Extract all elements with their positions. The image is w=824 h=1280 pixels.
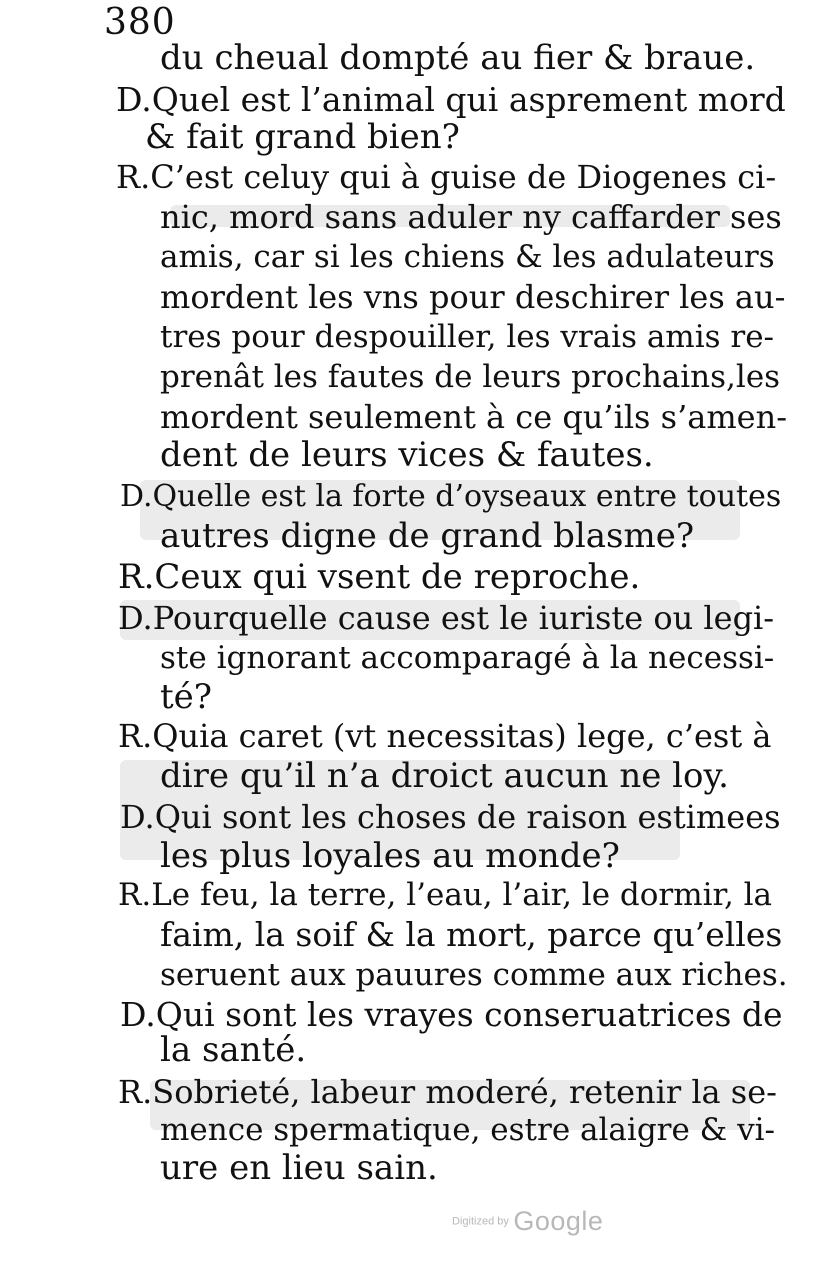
text-line: D.Qui sont les choses de raison estimees [120, 798, 781, 836]
text-line: mordent les vns pour deschirer les au- [160, 278, 786, 316]
text-line: R.Ceux qui vsent de reproche. [118, 557, 641, 597]
text-line: ure en lieu sain. [160, 1148, 438, 1188]
text-line: faim, la soif & la mort, parce qu’elles [160, 915, 783, 954]
google-logo: Google [513, 1206, 604, 1236]
text-line: mence spermatique, estre alaigre & vi- [160, 1112, 776, 1148]
watermark-prefix: Digitized by [452, 1215, 509, 1228]
text-line: D.Pourquelle cause est le iuriste ou legi- [118, 599, 775, 637]
text-line: la santé. [160, 1030, 307, 1070]
text-line: D.Quel est l’animal qui asprement mord [116, 80, 786, 119]
page-number: 380 [104, 2, 176, 43]
text-line: dent de leurs vices & fautes. [160, 435, 654, 475]
text-line: R.Quia caret (vt necessitas) lege, c’est à [118, 717, 772, 755]
digitization-watermark [452, 1206, 603, 1237]
text-line: du cheual dompté au fier & braue. [160, 38, 756, 78]
text-line: nic, mord sans aduler ny caffarder ses [160, 198, 782, 236]
text-line: D.Qui sont les vrayes conseruatrices de [120, 995, 783, 1034]
text-line: amis, car si les chiens & les adulateurs [160, 239, 775, 275]
text-line: tres pour despouiller, les vrais amis re- [160, 319, 775, 355]
text-line: & fait grand bien? [145, 117, 460, 157]
text-line: seruent aux pauures comme aux riches. [160, 957, 788, 993]
text-line: autres digne de grand blasme? [160, 516, 695, 556]
text-line: R.Sobrieté, labeur moderé, retenir la se- [118, 1073, 777, 1111]
text-line: R.C’est celuy qui à guise de Diogenes ci- [116, 158, 777, 196]
text-line: les plus loyales au monde? [160, 836, 620, 876]
text-line: ste ignorant accomparagé à la necessi- [160, 640, 775, 676]
text-line: mordent seulement à ce qu’ils s’amen- [160, 398, 788, 436]
text-line: R.Le feu, la terre, l’eau, l’air, le dormir, la [118, 877, 773, 913]
text-line: té? [160, 677, 213, 717]
text-line: dire qu’il n’a droict aucun ne loy. [160, 756, 729, 796]
text-line: prenât les fautes de leurs prochains,les [160, 359, 781, 395]
text-line: D.Quelle est la forte d’oyseaux entre toutes [120, 479, 782, 514]
